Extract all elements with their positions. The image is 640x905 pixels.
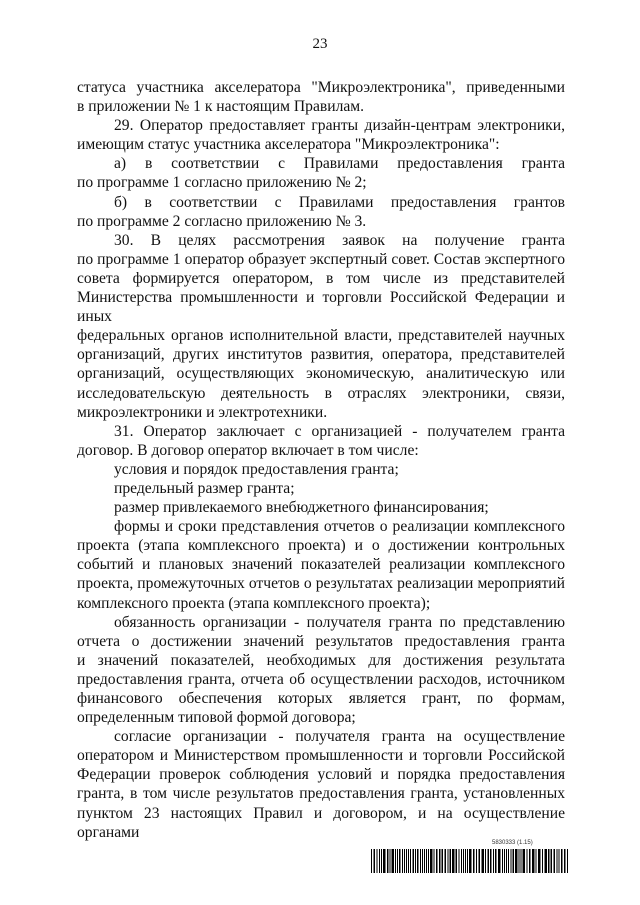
paragraph-line: проекта, промежуточных отчетов о результатах реализации мероприятий — [77, 575, 565, 593]
paragraph-line: а) в соответствии с Правилами предоставления гранта — [114, 155, 565, 173]
paragraph-line: 31. Оператор заключает с организацией - получателем гранта — [114, 422, 565, 440]
paragraph-line: размер привлекаемого внебюджетного финансирования; — [114, 499, 489, 517]
barcode-image — [371, 849, 569, 873]
paragraph-line: оператором и Министерством промышленности и торговли Российской — [77, 747, 565, 765]
paragraph-line: по программе 2 согласно приложению № 3. — [77, 212, 367, 230]
paragraph-line: отчета о достижении значений результатов предоставления гранта — [77, 632, 565, 650]
paragraph-line: статуса участника акселератора "Микроэлектроника", приведенными — [77, 79, 565, 96]
paragraph-line: организаций, осуществляющих экономическую, аналитическую или — [77, 365, 565, 383]
paragraph-line: гранта, в том числе результатов предоставления гранта, установленных — [77, 785, 565, 803]
paragraph-line: и значений показателей, необходимых для достижения результата — [77, 651, 565, 669]
paragraph-line: в приложении № 1 к настоящим Правилам. — [77, 98, 365, 116]
paragraph-line: согласие организации - получателя гранта на осуществление — [114, 728, 565, 746]
paragraph-line: пунктом 23 настоящих Правил и договором, и на осуществление органами — [77, 804, 565, 841]
paragraph-line: проекта (этапа комплексного проекта) и о достижении контрольных — [77, 537, 565, 555]
paragraph-line: обязанность организации - получателя гранта по представлению — [114, 613, 565, 631]
paragraph-line: совета формируется оператором, в том числе из представителей — [77, 269, 565, 287]
paragraph-line: по программе 1 согласно приложению № 2; — [77, 174, 367, 192]
paragraph-line: микроэлектроники и электротехники. — [77, 403, 328, 421]
document-body — [77, 78, 565, 842]
paragraph-line: определенным типовой формой договора; — [77, 709, 356, 727]
page-number: 23 — [312, 36, 328, 52]
paragraph-line: предельный размер гранта; — [114, 479, 295, 497]
paragraph-line: 30. В целях рассмотрения заявок на получение гранта — [114, 231, 565, 249]
paragraph-line: комплексного проекта (этапа комплексного проекта); — [77, 594, 431, 612]
paragraph-line: формы и сроки представления отчетов о реализации комплексного — [114, 518, 565, 536]
paragraph-line: исследовательскую деятельность в отраслях электроники, связи, — [77, 384, 565, 402]
paragraph-line: федеральных органов исполнительной власти, представителей научных — [77, 327, 565, 345]
paragraph-line: условия и порядок предоставления гранта; — [114, 460, 399, 478]
paragraph-line: Федерации проверок соблюдения условий и порядка предоставления — [77, 766, 565, 784]
paragraph-line: Министерства промышленности и торговли Российской Федерации и иных — [77, 289, 565, 326]
paragraph-line: финансового обеспечения которых является грант, по формам, — [77, 690, 565, 707]
document-code: 5830333 (1.15) — [492, 840, 533, 846]
paragraph-line: б) в соответствии с Правилами предоставления грантов — [114, 193, 565, 211]
paragraph-line: событий и плановых значений показателей реализации комплексного — [77, 556, 565, 574]
paragraph-line: договор. В договор оператор включает в том числе: — [77, 441, 419, 459]
paragraph-line: имеющим статус участника акселератора "Микроэлектроника": — [77, 136, 500, 154]
paragraph-line: организаций, других институтов развития, оператора, представителей — [77, 346, 565, 364]
paragraph-line: предоставления гранта, отчета об осуществлении расходов, источником — [77, 670, 565, 688]
paragraph-line: 29. Оператор предоставляет гранты дизайн-центрам электроники, — [114, 117, 565, 135]
paragraph-line: по программе 1 оператор образует экспертный совет. Состав экспертного — [77, 250, 565, 268]
